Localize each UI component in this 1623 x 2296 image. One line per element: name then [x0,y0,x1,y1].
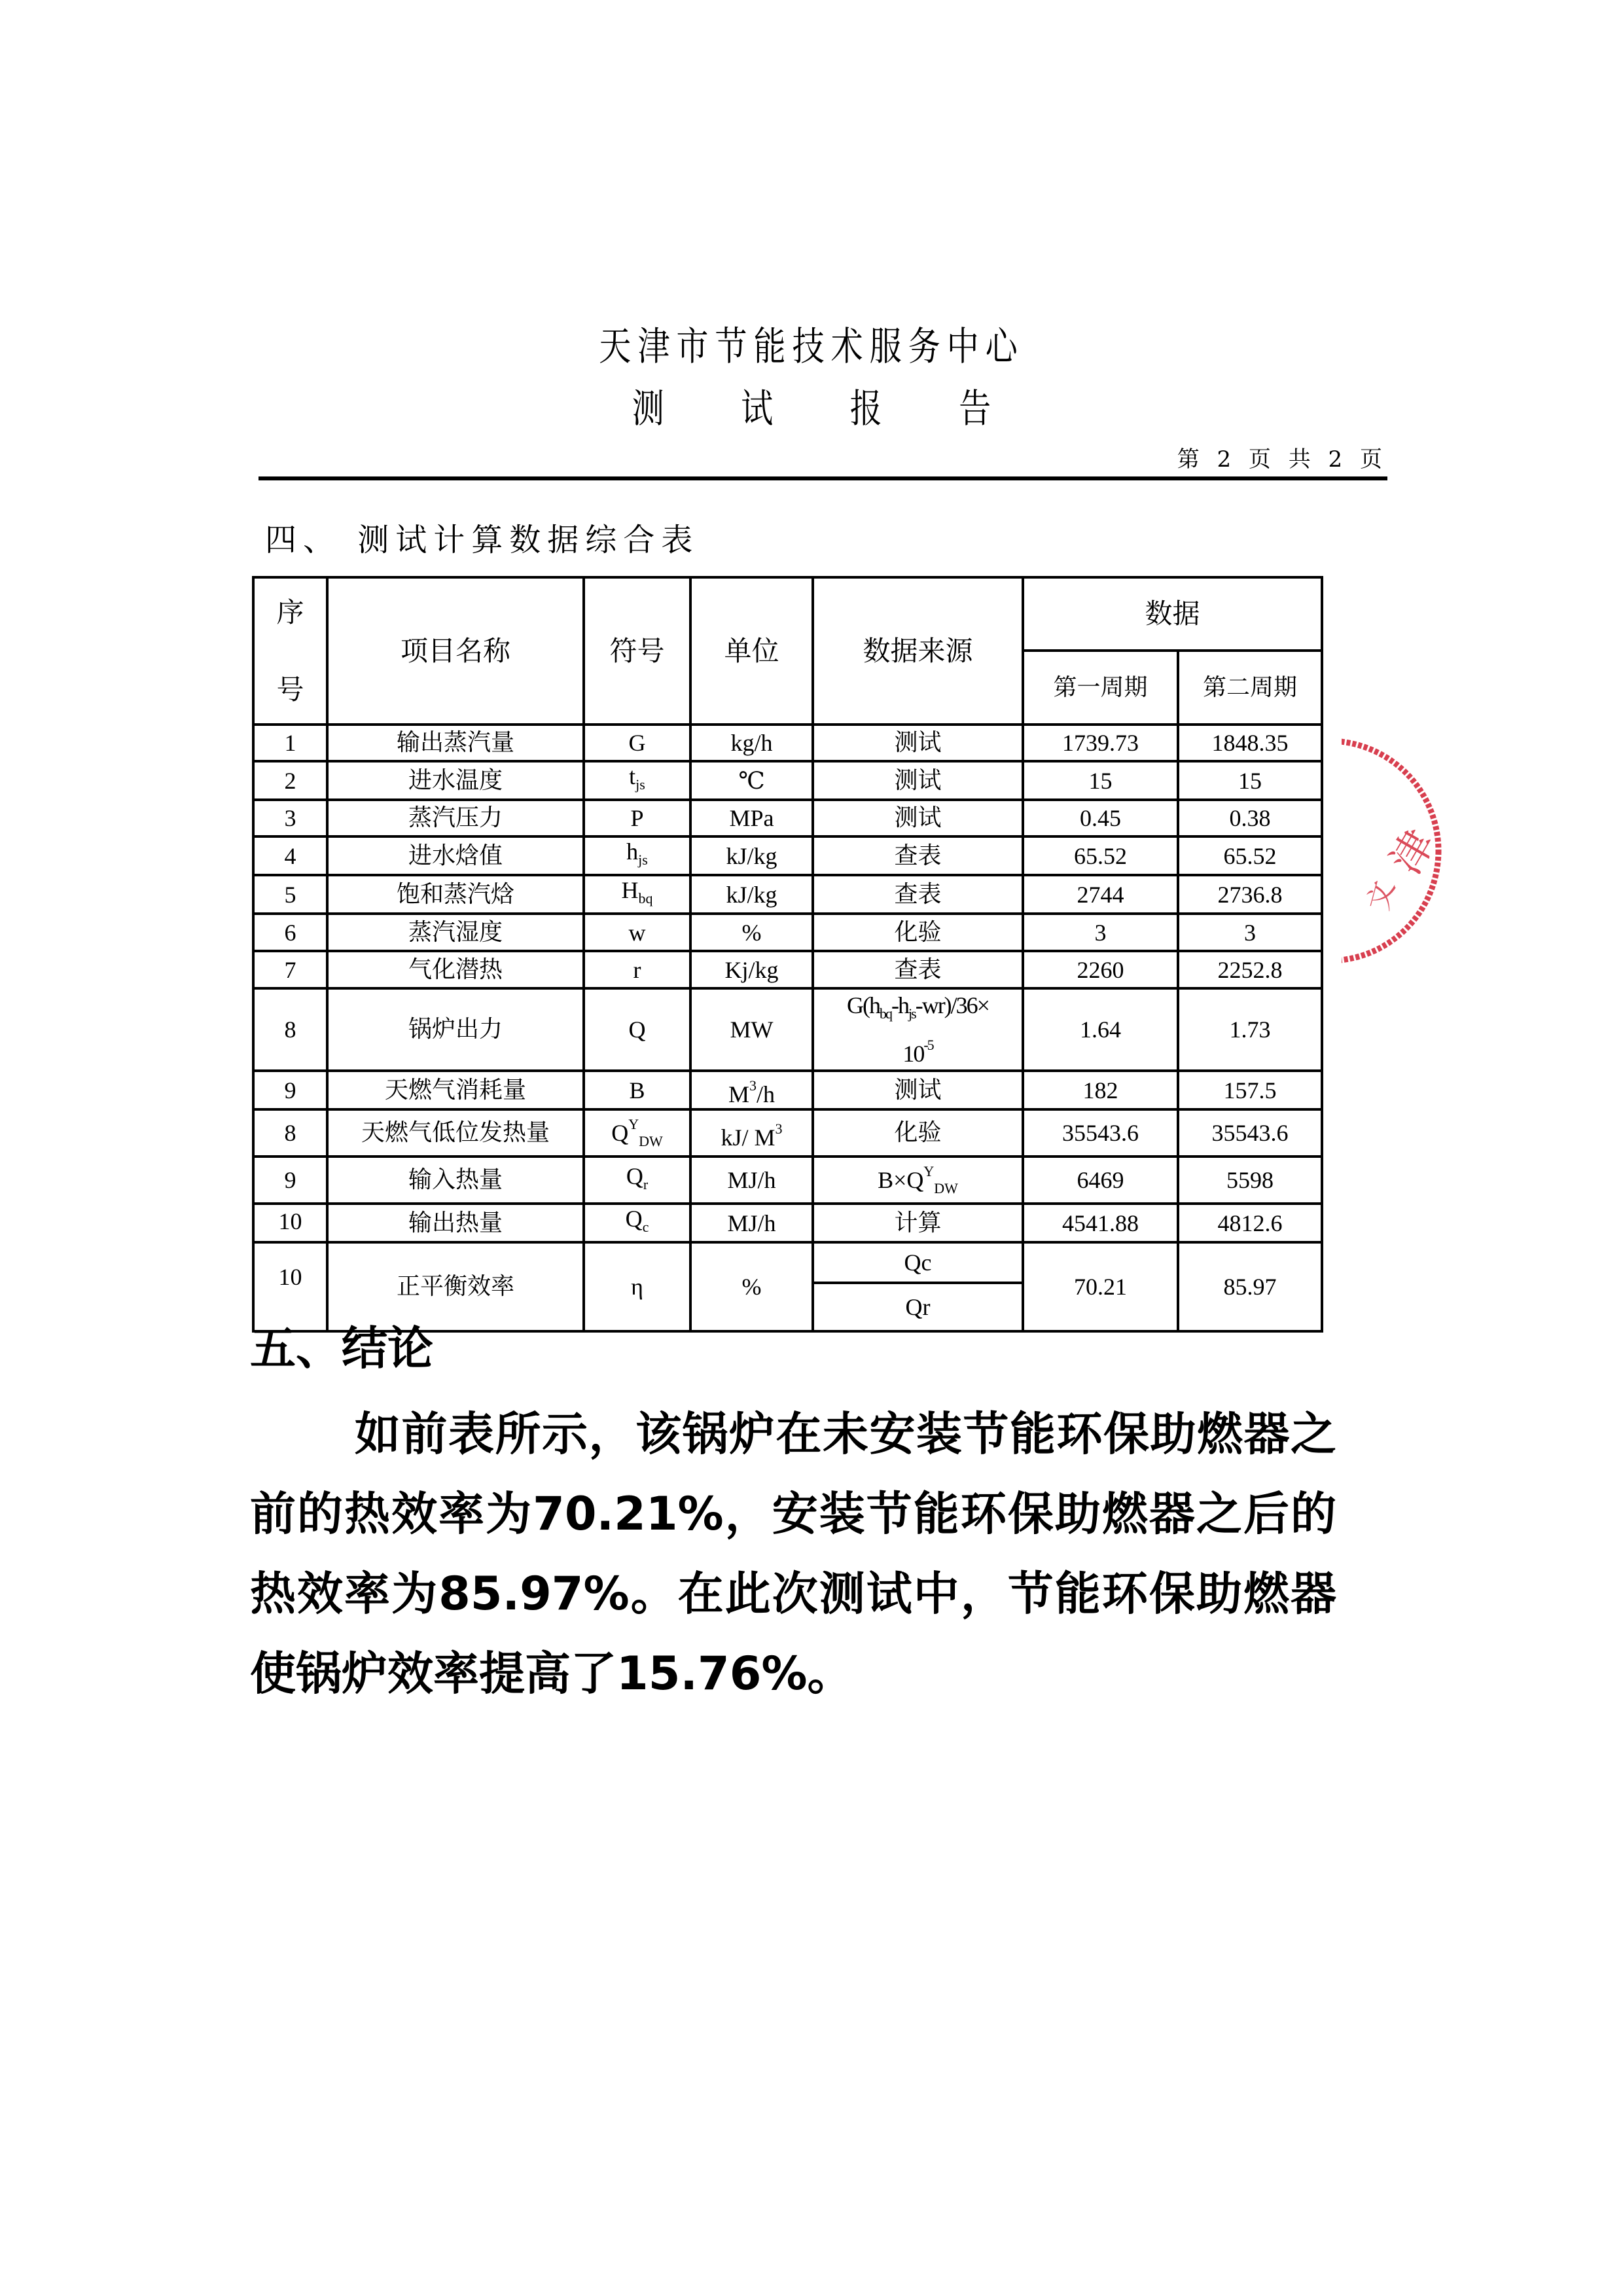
cell-seq: 6 [253,914,327,951]
cell-unit: MW [690,988,813,1071]
table-row [253,914,1322,951]
cell-source: 化验 [813,914,1023,951]
cell-seq: 1 [253,725,327,761]
cell-source-formula: $B\times Q^Y_{DW}$ [813,1157,1023,1204]
cell-symbol: B [584,1071,690,1109]
cell-item: 蒸汽压力 [327,800,584,836]
svg-text:文: 文 [1361,877,1402,914]
cell-seq: 5 [253,875,327,914]
cell-symbol: $Q_c$ [584,1204,690,1242]
cell-source-formula [813,988,1023,1071]
header-divider [259,476,1387,480]
cell-period-2: 2252.8 [1178,951,1322,988]
header-seq-char2: 号 [276,673,304,706]
cell-seq: 2 [253,761,327,800]
cell-seq: 3 [253,800,327,836]
cell-period-2: 157.5 [1178,1071,1322,1109]
cell-item: 输入热量 [327,1157,584,1204]
cell-symbol: Q [584,988,690,1071]
cell-period-1: 3 [1023,914,1178,951]
cell-unit: kJ/kg [690,836,813,875]
cell-symbol: $Q_r$ [584,1157,690,1204]
cell-source-fraction [813,1242,1023,1331]
cell-item: 正平衡效率 [327,1242,584,1331]
cell-period-1: 4541.88 [1023,1204,1178,1242]
cell-period-2: 15 [1178,761,1322,800]
table-row [253,761,1322,800]
red-seal-stamp [1342,733,1623,969]
cell-seq: 9 [253,1157,327,1204]
conclusion-paragraph: 如前表所示，该锅炉在未安装节能环保助燃器之前的热效率为70.21%，安装节能环保助燃器之后的热效率为85.97%。在此次测试中，节能环保助燃器使锅炉效率提高了15.76%。 [250,1407,1336,1700]
table-row [253,800,1322,836]
page-indicator: 第 2 页 共 2 页 [1177,446,1387,473]
cell-source: 测试 [813,1071,1023,1109]
cell-unit: kJ/kg [690,875,813,914]
cell-symbol: $t_{js}$ [584,761,690,800]
table-row [253,875,1322,914]
cell-item: 饱和蒸汽焓 [327,875,584,914]
table-row [253,1109,1322,1157]
cell-period-2: 1848.35 [1178,725,1322,761]
formula-line-2: $10^{-5}$ [902,1037,933,1067]
table-row [253,1157,1322,1204]
cell-seq: 8 [253,1109,327,1157]
section-4-heading: 四、 测试计算数据综合表 [265,522,700,558]
cell-unit: kg/h [690,725,813,761]
cell-unit: $M^3/h$ [690,1071,813,1109]
table-row [253,1204,1322,1242]
cell-unit: Kj/kg [690,951,813,988]
report-title: 测 试 报 告 [632,386,1025,432]
cell-seq: 10 [253,1204,327,1242]
cell-period-2: 35543.6 [1178,1109,1322,1157]
cell-item: 输出蒸汽量 [327,725,584,761]
cell-period-1: 1739.73 [1023,725,1178,761]
cell-symbol: η [584,1242,690,1331]
cell-period-2: 65.52 [1178,836,1322,875]
cell-symbol: P [584,800,690,836]
table-row [253,1242,1322,1331]
header-symbol: 符号 [584,577,690,725]
cell-item: 进水焓值 [327,836,584,875]
cell-unit: MJ/h [690,1204,813,1242]
cell-source: 测试 [813,725,1023,761]
cell-symbol: r [584,951,690,988]
cell-period-1: 2744 [1023,875,1178,914]
cell-symbol: $H_{bq}$ [584,875,690,914]
cell-period-1: 35543.6 [1023,1109,1178,1157]
formula-line-1: $G(h_{bq}-h_{js}-wr)/36\times$ [847,992,989,1022]
cell-unit: kJ/ $M^3$ [690,1109,813,1157]
cell-period-2: 4812.6 [1178,1204,1322,1242]
cell-source: 测试 [813,761,1023,800]
org-title: 天津市节能技术服务中心 [599,324,1024,370]
header-data-source: 数据来源 [813,577,1023,725]
header-unit: 单位 [690,577,813,725]
header-period-1: 第一周期 [1023,651,1178,725]
cell-seq: 10 [253,1242,327,1331]
table-row [253,988,1322,1071]
table-row [253,836,1322,875]
cell-period-2: 0.38 [1178,800,1322,836]
cell-period-1: 6469 [1023,1157,1178,1204]
cell-source: 测试 [813,800,1023,836]
fraction-denominator: Qr [905,1294,931,1320]
cell-period-2: 5598 [1178,1157,1322,1204]
cell-seq: 7 [253,951,327,988]
cell-item: 天燃气低位发热量 [327,1109,584,1157]
header-data: 数据 [1023,577,1322,651]
cell-unit: MPa [690,800,813,836]
section-5-heading: 五、结论 [250,1321,433,1375]
cell-item: 蒸汽湿度 [327,914,584,951]
cell-period-1: 1.64 [1023,988,1178,1071]
cell-period-1: 0.45 [1023,800,1178,836]
cell-source: 计算 [813,1204,1023,1242]
test-data-table [252,576,1323,1333]
table-row [253,1071,1322,1109]
cell-period-1: 2260 [1023,951,1178,988]
cell-symbol: w [584,914,690,951]
cell-period-2: 1.73 [1178,988,1322,1071]
cell-item: 输出热量 [327,1204,584,1242]
cell-unit: % [690,1242,813,1331]
header-seq-char1: 序 [276,596,304,628]
cell-period-1: 182 [1023,1071,1178,1109]
cell-item: 进水温度 [327,761,584,800]
cell-period-2: 85.97 [1178,1242,1322,1331]
header-period-2: 第二周期 [1178,651,1322,725]
cell-source: 查表 [813,951,1023,988]
cell-period-1: 65.52 [1023,836,1178,875]
cell-item: 气化潜热 [327,951,584,988]
table-row [253,951,1322,988]
cell-symbol: $Q^Y_{DW}$ [584,1109,690,1157]
cell-period-1: 15 [1023,761,1178,800]
cell-symbol: $h_{js}$ [584,836,690,875]
cell-source: 查表 [813,836,1023,875]
cell-seq: 8 [253,988,327,1071]
cell-unit: % [690,914,813,951]
cell-source: 化验 [813,1109,1023,1157]
cell-period-2: 3 [1178,914,1322,951]
svg-text:津: 津 [1382,821,1445,882]
fraction-numerator: Qc [814,1244,1022,1284]
cell-seq: 4 [253,836,327,875]
table-header-row [253,577,1322,651]
cell-symbol: G [584,725,690,761]
cell-seq: 9 [253,1071,327,1109]
cell-item: 锅炉出力 [327,988,584,1071]
table-row [253,725,1322,761]
cell-unit: MJ/h [690,1157,813,1204]
cell-period-1: 70.21 [1023,1242,1178,1331]
cell-source: 查表 [813,875,1023,914]
cell-unit: ℃ [690,761,813,800]
cell-period-2: 2736.8 [1178,875,1322,914]
seal-icon [1342,733,1623,969]
cell-item: 天燃气消耗量 [327,1071,584,1109]
header-seq [253,577,327,725]
header-item-name: 项目名称 [327,577,584,725]
